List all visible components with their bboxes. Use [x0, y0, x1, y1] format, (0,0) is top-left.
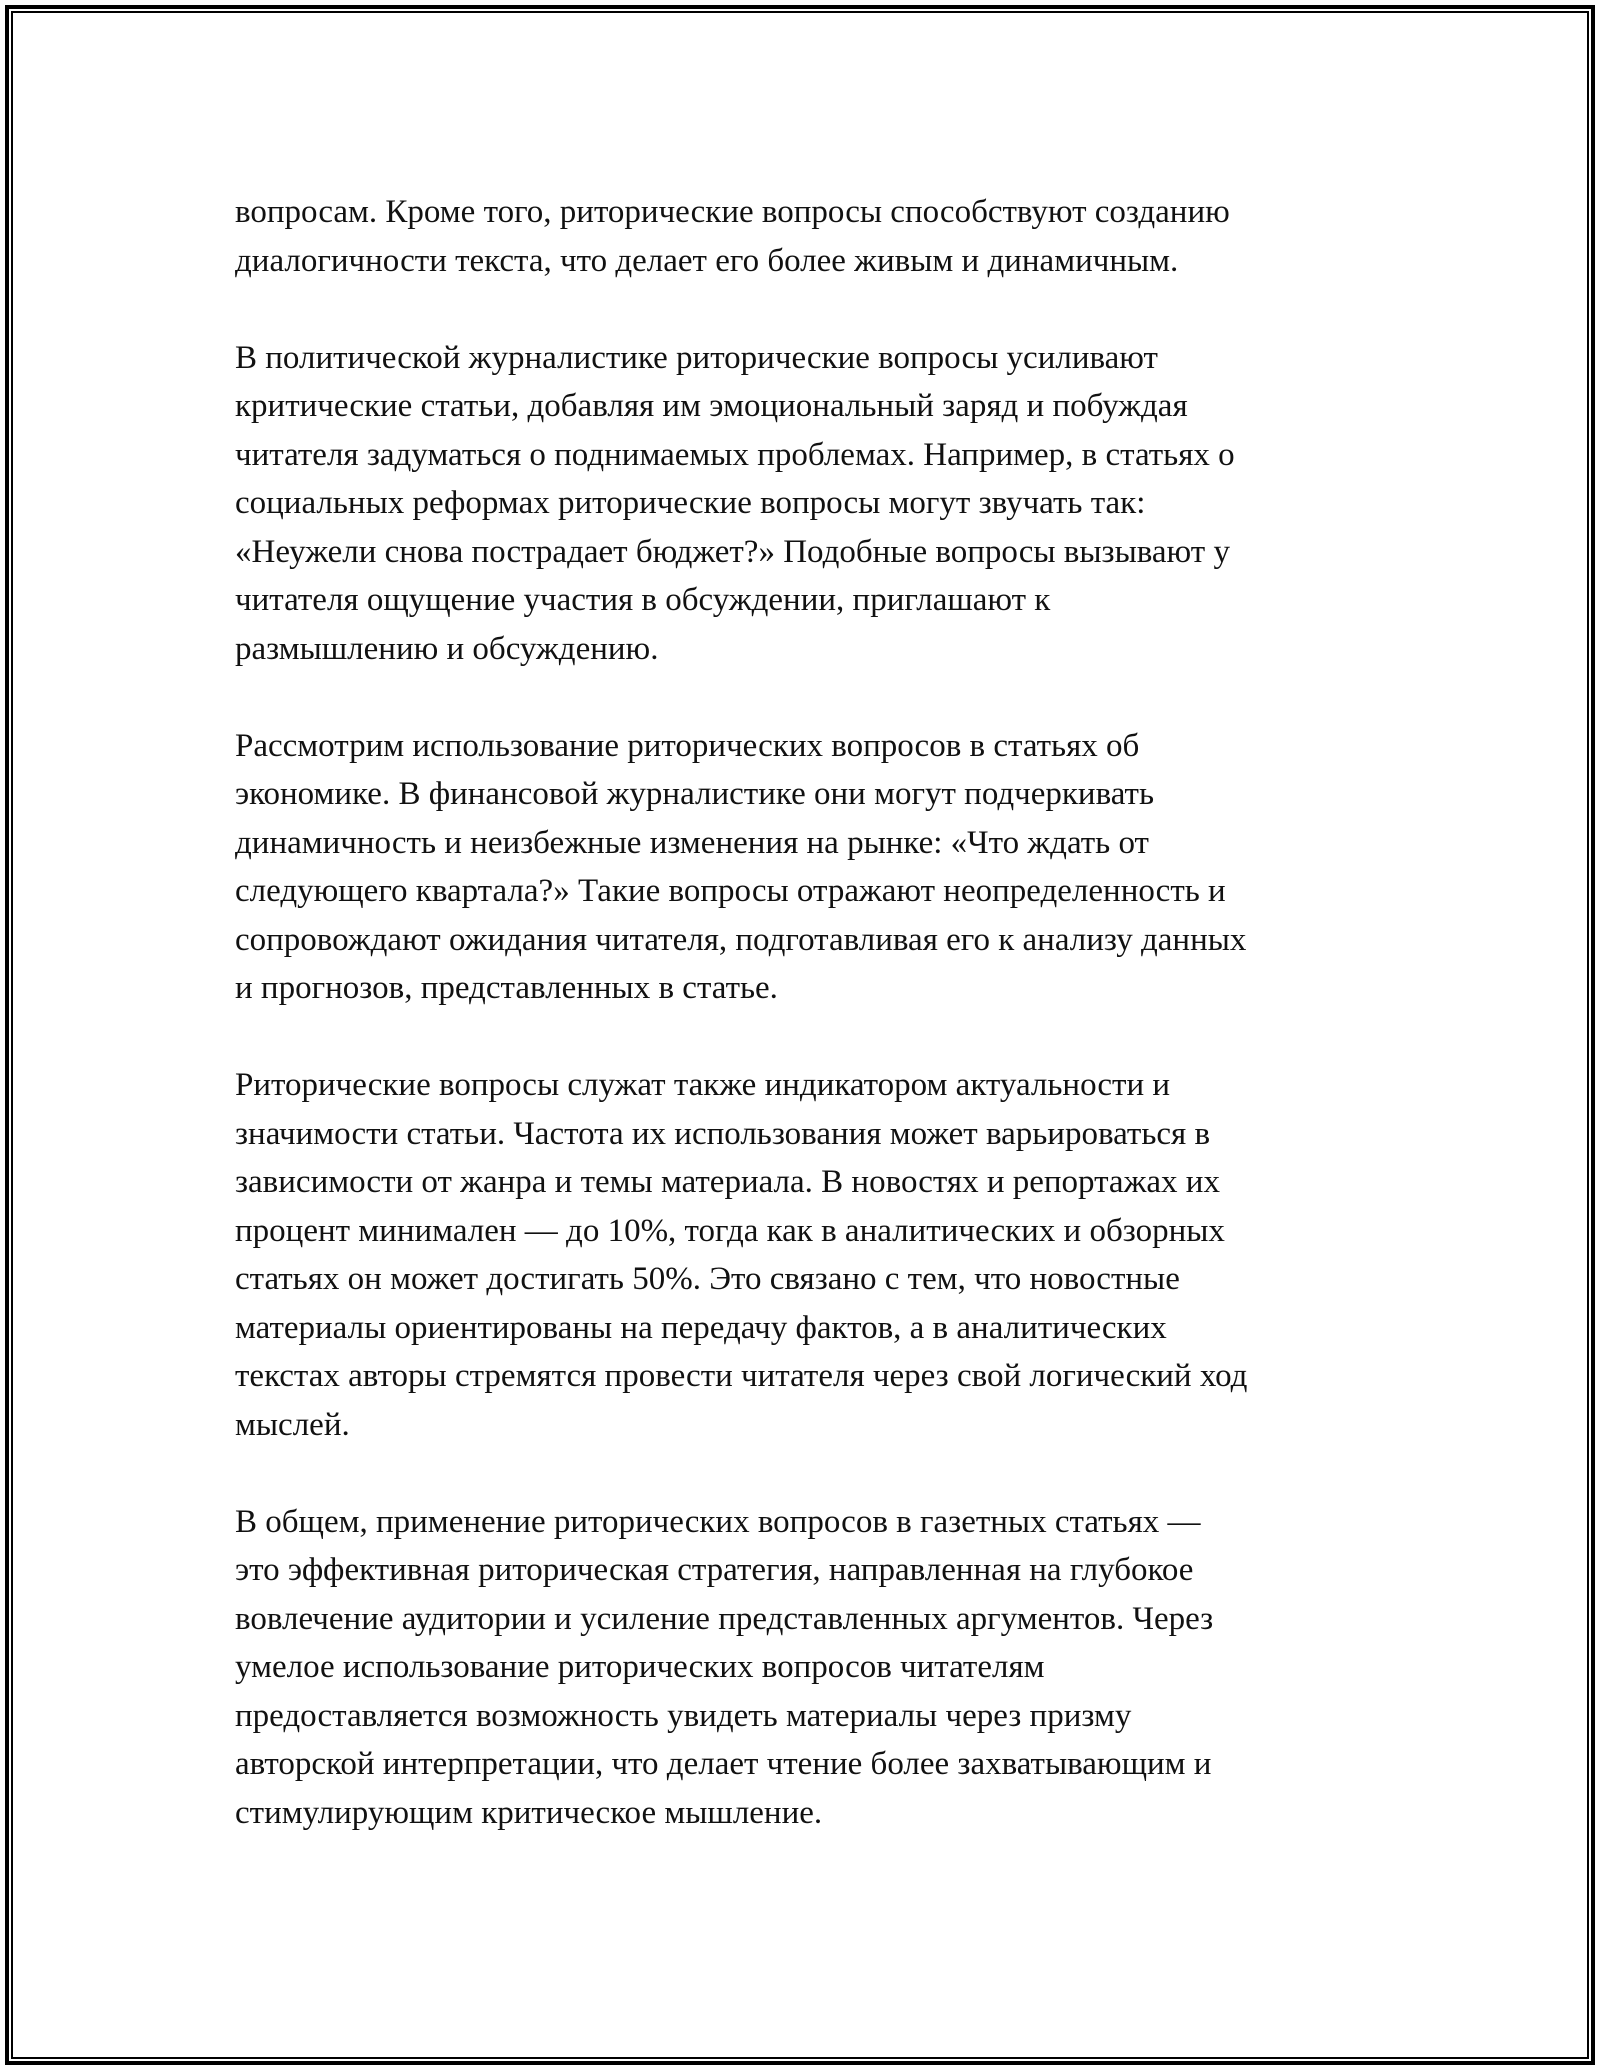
- text-line: это эффективная риторическая стратегия, направленная на глубокое: [235, 1552, 1194, 1588]
- paragraph-4: [235, 1061, 1385, 1449]
- text-line: динамичность и неизбежные изменения на рынке: «Что ждать от: [235, 824, 1149, 861]
- text-line: В общем, применение риторических вопросов в газетных статьях —: [235, 1503, 1201, 1540]
- text-line: Рассмотрим использование риторических вопросов в статьях об: [235, 727, 1140, 764]
- text-line: текстах авторы стремятся провести читателя через свой логический ход: [235, 1358, 1248, 1394]
- text-line: В политической журналистике риторические вопросы усиливают: [235, 339, 1158, 376]
- text-line: предоставляется возможность увидеть материалы через призму: [235, 1697, 1132, 1734]
- paragraph-2: [235, 334, 1385, 674]
- text-line: критические статьи, добавляя им эмоциональный заряд и побуждая: [235, 388, 1188, 424]
- text-line: размышлению и обсуждению.: [235, 630, 659, 667]
- paragraph-1: [235, 188, 1385, 285]
- text-line: социальных реформах риторические вопросы могут звучать так:: [235, 485, 1146, 521]
- text-line: диалогичности текста, что делает его более живым и динамичным.: [235, 242, 1179, 279]
- paragraph-5: [235, 1498, 1385, 1838]
- text-line: экономике. В финансовой журналистике они могут подчеркивать: [235, 776, 1155, 812]
- text-line: «Неужели снова пострадает бюджет?» Подобные вопросы вызывают у: [235, 533, 1230, 570]
- document-body: [235, 188, 1385, 1886]
- paragraph-3: [235, 722, 1385, 1013]
- text-line: и прогнозов, представленных в статье.: [235, 970, 778, 1006]
- text-line: читателя ощущение участия в обсуждении, приглашают к: [235, 582, 1051, 618]
- text-line: статьях он может достигать 50%. Это связано с тем, что новостные: [235, 1261, 1180, 1297]
- text-line: следующего квартала?» Такие вопросы отражают неопределенность и: [235, 873, 1226, 909]
- text-line: материалы ориентированы на передачу фактов, а в аналитических: [235, 1309, 1167, 1346]
- text-line: вопросам. Кроме того, риторические вопросы способствуют созданию: [235, 194, 1230, 230]
- text-line: вовлечение аудитории и усиление представленных аргументов. Через: [235, 1600, 1214, 1637]
- text-line: значимости статьи. Частота их использования может варьироваться в: [235, 1115, 1211, 1152]
- text-line: процент минимален — до 10%, тогда как в аналитических и обзорных: [235, 1212, 1225, 1249]
- text-line: авторской интерпретации, что делает чтение более захватывающим и: [235, 1746, 1212, 1782]
- text-line: Риторические вопросы служат также индикатором актуальности и: [235, 1067, 1171, 1103]
- text-line: читателя задуматься о поднимаемых проблемах. Например, в статьях о: [235, 436, 1235, 473]
- text-line: умелое использование риторических вопросов читателям: [235, 1649, 1045, 1685]
- text-line: сопровождают ожидания читателя, подготавливая его к анализу данных: [235, 921, 1247, 958]
- text-line: стимулирующим критическое мышление.: [235, 1794, 823, 1831]
- text-line: мыслей.: [235, 1406, 350, 1443]
- text-line: зависимости от жанра и темы материала. В новостях и репортажах их: [235, 1164, 1220, 1200]
